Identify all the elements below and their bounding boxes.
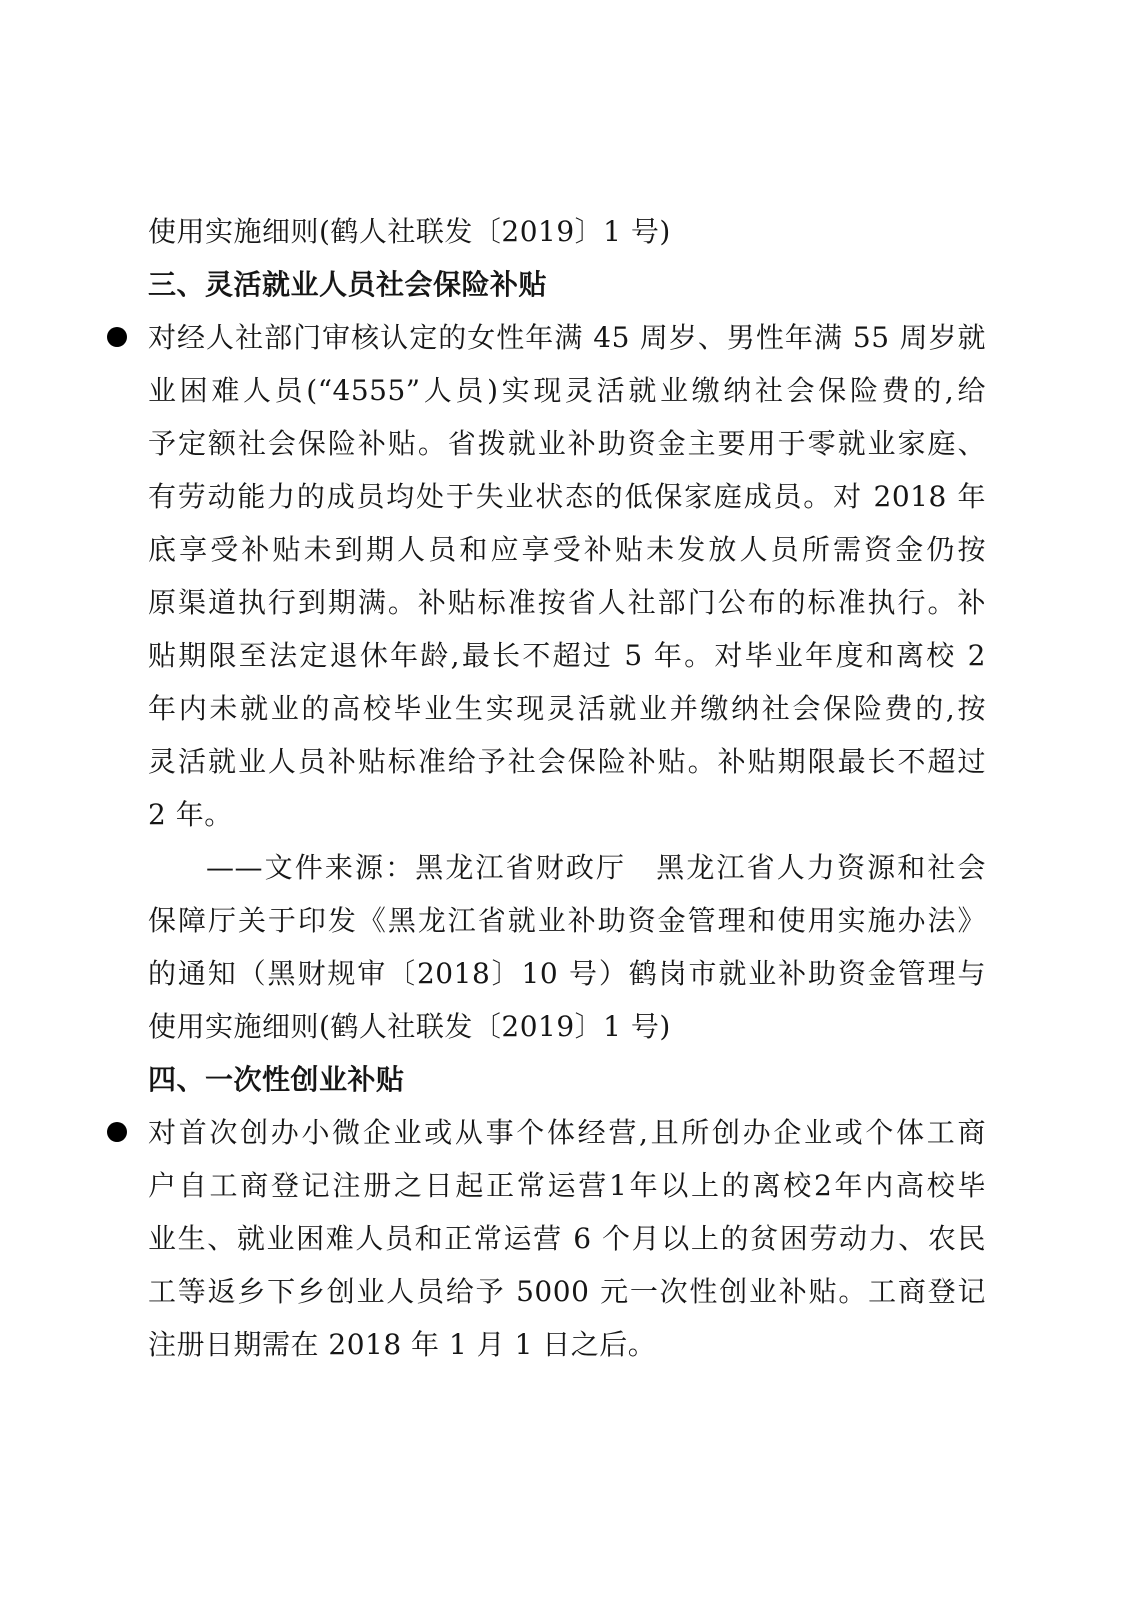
line-text: 对首次创办小微企业或从事个体经营,且所创办企业或个体工商: [148, 1116, 986, 1149]
bullet-icon: [107, 1122, 127, 1142]
line-text: 的通知（黑财规审〔2018〕10 号）鹤岗市就业补助资金管理与: [148, 957, 986, 990]
paragraph-line: [148, 1106, 986, 1159]
line-text: 2 年。: [148, 798, 233, 831]
line-text: 户自工商登记注册之日起正常运营1年以上的离校2年内高校毕: [148, 1169, 986, 1202]
paragraph-line: [148, 1159, 986, 1212]
section-heading: [148, 1053, 986, 1106]
source-citation-line: [148, 841, 986, 894]
section-heading-text: 三、灵活就业人员社会保险补贴: [148, 268, 548, 301]
line-text: 灵活就业人员补贴标准给予社会保险补贴。补贴期限最长不超过: [148, 745, 986, 778]
line-text: 工等返乡下乡创业人员给予 5000 元一次性创业补贴。工商登记: [148, 1275, 986, 1308]
line-text: 注册日期需在 2018 年 1 月 1 日之后。: [148, 1328, 657, 1361]
line-text: 贴期限至法定退休年龄,最长不超过 5 年。对毕业年度和离校 2: [148, 639, 986, 672]
source-citation-line: [148, 894, 986, 947]
bullet-icon: [107, 327, 127, 347]
line-text: 底享受补贴未到期人员和应享受补贴未发放人员所需资金仍按: [148, 533, 986, 566]
paragraph-line: [148, 417, 986, 470]
line-text: 年内未就业的高校毕业生实现灵活就业并缴纳社会保险费的,按: [148, 692, 986, 725]
paragraph-line: [148, 629, 986, 682]
line-text: 业生、就业困难人员和正常运营 6 个月以上的贫困劳动力、农民: [148, 1222, 986, 1255]
paragraph-line: [148, 311, 986, 364]
paragraph-line: [148, 576, 986, 629]
paragraph-line: [148, 205, 986, 258]
line-text: 使用实施细则(鹤人社联发〔2019〕1 号): [148, 215, 671, 248]
source-citation-line: [148, 1000, 986, 1053]
line-text: 有劳动能力的成员均处于失业状态的低保家庭成员。对 2018 年: [148, 480, 986, 513]
line-text: 使用实施细则(鹤人社联发〔2019〕1 号): [148, 1010, 671, 1043]
section-heading: [148, 258, 986, 311]
line-text: 予定额社会保险补贴。省拨就业补助资金主要用于零就业家庭、: [148, 427, 986, 460]
paragraph-line: [148, 364, 986, 417]
line-text: 对经人社部门审核认定的女性年满 45 周岁、男性年满 55 周岁就: [148, 321, 986, 354]
paragraph-line: [148, 1212, 986, 1265]
paragraph-line: [148, 1265, 986, 1318]
paragraph-line: [148, 788, 986, 841]
source-citation-line: [148, 947, 986, 1000]
line-text: 原渠道执行到期满。补贴标准按省人社部门公布的标准执行。补: [148, 586, 986, 619]
paragraph-line: [148, 735, 986, 788]
document-body: [148, 205, 986, 1371]
paragraph-line: [148, 1318, 986, 1371]
line-text: 保障厅关于印发《黑龙江省就业补助资金管理和使用实施办法》: [148, 904, 986, 937]
line-text: ——文件来源：黑龙江省财政厅 黑龙江省人力资源和社会: [206, 851, 986, 884]
paragraph-line: [148, 523, 986, 576]
paragraph-line: [148, 470, 986, 523]
line-text: 业困难人员(“4555”人员)实现灵活就业缴纳社会保险费的,给: [148, 374, 986, 407]
paragraph-line: [148, 682, 986, 735]
section-heading-text: 四、一次性创业补贴: [148, 1063, 405, 1096]
